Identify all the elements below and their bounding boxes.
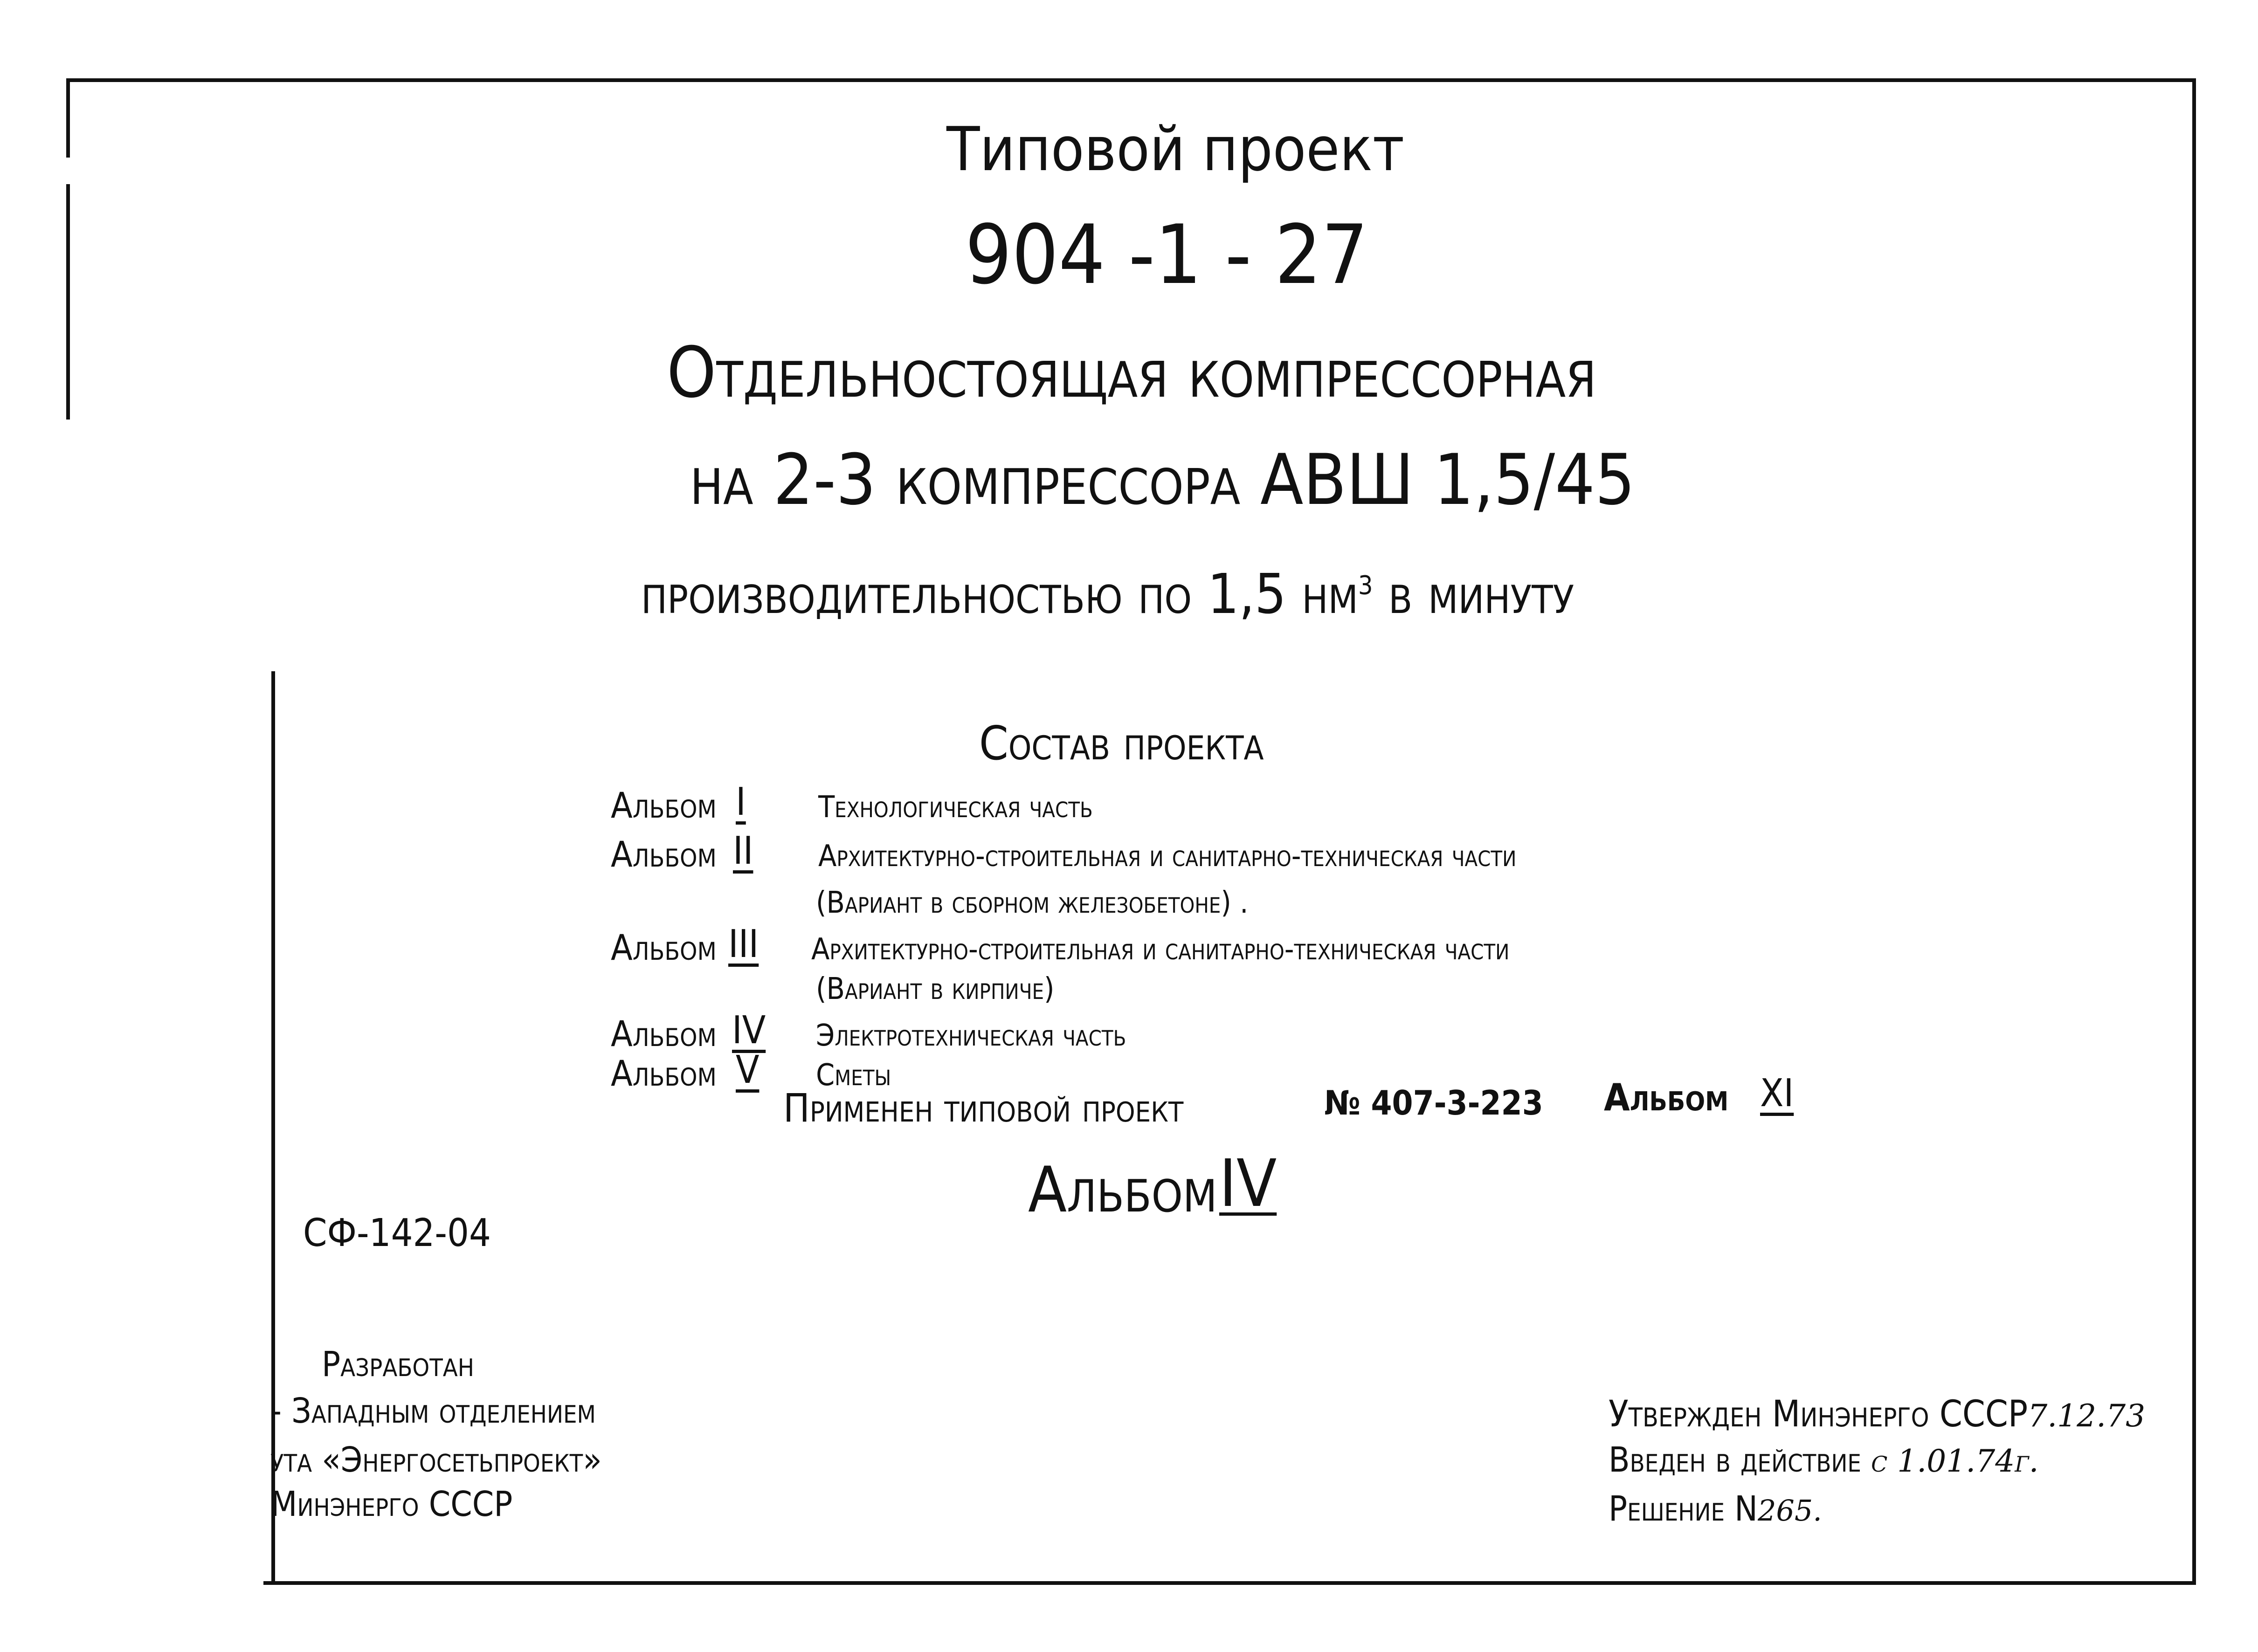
current-album-numeral: IV bbox=[1219, 1146, 1277, 1222]
applied-project-text: Применен типовой проект bbox=[783, 1085, 1184, 1131]
album-desc-4: Электротехническая часть bbox=[816, 1019, 1126, 1053]
album-label-3: Альбом bbox=[611, 927, 717, 968]
project-number: 904 -1 - 27 bbox=[965, 208, 1368, 303]
frame-left-mark-1 bbox=[66, 78, 70, 158]
album-desc-5: Сметы bbox=[816, 1058, 891, 1093]
album-numeral-3: III bbox=[728, 922, 759, 966]
current-album-label: Альбом bbox=[1028, 1153, 1217, 1226]
album-numeral-5: V bbox=[736, 1048, 760, 1092]
decision-number: 265. bbox=[1757, 1494, 1823, 1528]
developer-line-4: Минэнерго СССР bbox=[270, 1484, 513, 1524]
album-desc-1: Технологическая часть bbox=[818, 790, 1093, 825]
title-line-3-sup: 3 bbox=[1358, 570, 1373, 600]
album-numeral-4: IV bbox=[732, 1008, 766, 1053]
title-line-1: Отдельностоящая компрессорная bbox=[667, 332, 1596, 413]
developer-line-2: - Западным отделением bbox=[270, 1391, 596, 1431]
album-label-4: Альбом bbox=[611, 1013, 717, 1054]
album-desc-3: Архитектурно-строительная и санитарно-техническая части bbox=[811, 932, 1510, 967]
frame-bottom-line bbox=[263, 1581, 2196, 1585]
title-line-2: на 2-3 компрессора АВШ 1,5/45 bbox=[690, 440, 1635, 521]
album-desc2-3: (Вариант в кирпиче) bbox=[816, 972, 1055, 1006]
effective-prefix: Введен в действие bbox=[1609, 1440, 1861, 1480]
album-numeral-1: I bbox=[736, 780, 746, 824]
effective-line bbox=[1609, 1440, 2039, 1480]
approved-prefix: Утвержден Минэнерго СССР bbox=[1609, 1393, 2028, 1435]
applied-album-label: Альбом bbox=[1604, 1076, 1729, 1119]
title-line-3-suffix: в минуту bbox=[1373, 562, 1574, 626]
developer-line-3: ута «Энергосетьпроект» bbox=[270, 1440, 602, 1480]
frame-right-line bbox=[2192, 78, 2196, 1585]
album-label-5: Альбом bbox=[611, 1053, 717, 1094]
approved-date: 7.12.73 bbox=[2028, 1398, 2146, 1434]
frame-left-mark-2 bbox=[66, 184, 70, 420]
album-label-1: Альбом bbox=[611, 785, 717, 826]
doc-type-heading: Типовой проект bbox=[946, 114, 1405, 185]
album-desc2-2: (Вариант в сборном железобетоне) . bbox=[816, 886, 1249, 920]
applied-album-numeral: XI bbox=[1760, 1071, 1794, 1115]
album-numeral-2: II bbox=[733, 829, 753, 873]
composition-heading: Состав проекта bbox=[979, 716, 1264, 771]
developer-line-1: Разработан bbox=[322, 1344, 474, 1384]
album-label-2: Альбом bbox=[611, 833, 717, 875]
effective-date: с 1.01.74г. bbox=[1871, 1443, 2039, 1479]
frame-top-line bbox=[70, 78, 2196, 82]
applied-project-number: № 407-3-223 bbox=[1324, 1083, 1543, 1122]
approved-line bbox=[1609, 1393, 2146, 1435]
title-line-3-prefix: производительностью по 1,5 нм bbox=[641, 562, 1358, 626]
title-line-3 bbox=[641, 562, 1574, 626]
decision-line bbox=[1609, 1489, 1823, 1529]
decision-prefix: Решение N bbox=[1609, 1489, 1758, 1529]
album-desc-2: Архитектурно-строительная и санитарно-техническая части bbox=[818, 839, 1517, 874]
document-code: СФ-142-04 bbox=[303, 1211, 491, 1255]
